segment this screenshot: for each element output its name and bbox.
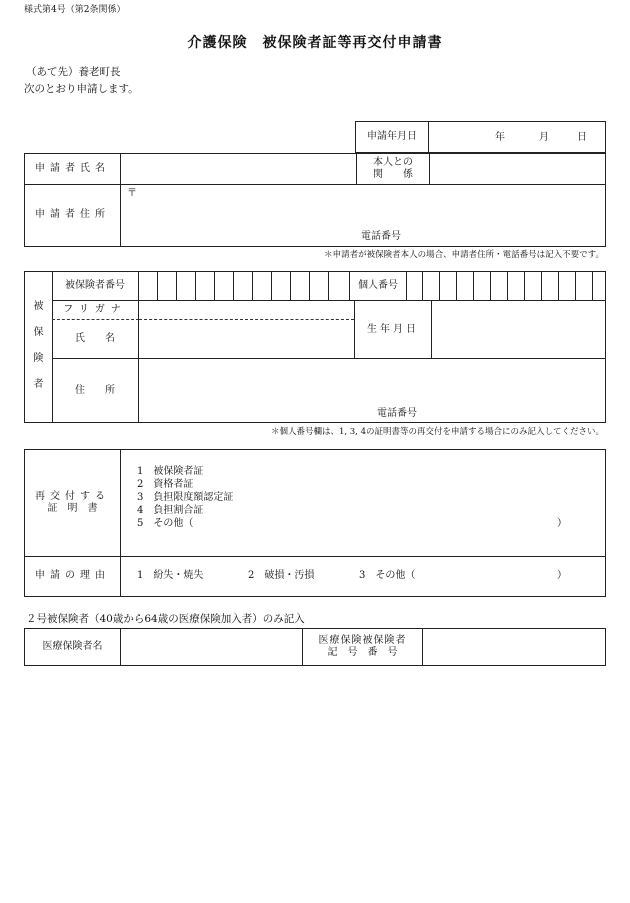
relation-label-line1: 本人との xyxy=(373,156,413,168)
digit-divider xyxy=(507,272,508,300)
applicant-name-field[interactable] xyxy=(121,154,357,185)
intro-text: 次のとおり申請します。 xyxy=(24,83,139,95)
digit-divider xyxy=(456,272,457,300)
application-date-field[interactable] xyxy=(429,122,606,153)
insured-number-boxes[interactable] xyxy=(139,272,329,300)
applicant-table xyxy=(24,153,606,247)
no2-table xyxy=(24,628,606,666)
digit-divider xyxy=(309,272,310,300)
reissue-other-close: ） xyxy=(557,518,567,529)
insurance-symbol-field[interactable] xyxy=(423,629,606,666)
reissue-label xyxy=(25,450,121,557)
reason-option[interactable]: 2 破損・汚損 xyxy=(248,570,315,581)
applicant-note: ＊申請者が被保険者本人の場合、申請者住所・電話番号は記入不要です。 xyxy=(324,250,604,260)
reissue-label-line1: 再交付する xyxy=(35,490,110,502)
reissue-item[interactable]: 1 被保険者証 xyxy=(137,466,204,477)
digit-divider xyxy=(271,272,272,300)
digit-divider xyxy=(439,272,440,300)
reissue-table xyxy=(24,449,606,597)
digit-divider xyxy=(575,272,576,300)
year-label: 年 xyxy=(495,132,505,143)
digit-divider xyxy=(422,272,423,300)
insurer-name-label: 医療保険者名 xyxy=(25,629,121,666)
application-date-label: 申請年月日 xyxy=(356,122,429,153)
birth-date-label: 生年月日 xyxy=(354,301,432,358)
insured-side-char: 者 xyxy=(33,379,44,390)
relation-label-line2: 関 係 xyxy=(373,169,413,180)
applicant-phone-label: 電話番号 xyxy=(361,231,401,242)
insured-side-char: 被 xyxy=(33,301,44,312)
reissue-items xyxy=(121,450,606,557)
insurance-symbol-label-line1: 医療保険被保険者 xyxy=(318,634,407,646)
postal-mark: 〒 xyxy=(127,188,137,199)
reason-label: 申請の理由 xyxy=(25,557,121,597)
digit-divider xyxy=(592,272,593,300)
furigana-label: フリガナ xyxy=(52,301,139,320)
digit-divider xyxy=(473,272,474,300)
reissue-item[interactable]: 5 その他（ xyxy=(137,518,194,529)
insured-address-row xyxy=(52,359,605,422)
relation-field[interactable] xyxy=(430,154,606,185)
digit-divider xyxy=(290,272,291,300)
insured-name-row xyxy=(52,301,605,359)
digit-divider xyxy=(252,272,253,300)
page-title: 介護保険 被保険者証等再交付申請書 xyxy=(187,35,443,51)
addressee: （あて先）養老町長 xyxy=(26,66,121,78)
insurance-symbol-label-line2: 記 号 番 号 xyxy=(327,647,398,658)
digit-divider xyxy=(541,272,542,300)
digit-divider xyxy=(233,272,234,300)
personal-number-boxes[interactable] xyxy=(406,272,605,300)
birth-date-field[interactable] xyxy=(431,301,605,358)
reissue-label-line2: 証 明 書 xyxy=(47,503,98,514)
digit-divider xyxy=(214,272,215,300)
applicant-address-field[interactable] xyxy=(121,185,606,247)
reason-option[interactable]: 3 その他（ xyxy=(359,570,416,581)
digit-divider xyxy=(490,272,491,300)
digit-divider xyxy=(157,272,158,300)
reason-other-close: ） xyxy=(557,570,567,581)
insured-address-label: 住 所 xyxy=(52,359,139,422)
no2-heading: ２号被保険者（40歳から64歳の医療保険加入者）のみ記入 xyxy=(26,613,305,625)
insured-side-char: 保 xyxy=(33,327,44,338)
digit-divider xyxy=(176,272,177,300)
digit-divider xyxy=(195,272,196,300)
digit-divider xyxy=(328,272,329,300)
digit-divider xyxy=(558,272,559,300)
insured-note: ＊個人番号欄は、1, 3, 4の証明書等の再交付を申請する場合にのみ記入してください。 xyxy=(270,427,604,437)
insured-number-row xyxy=(52,272,605,301)
personal-number-label: 個人番号 xyxy=(349,272,407,300)
digit-divider xyxy=(524,272,525,300)
insurance-symbol-label xyxy=(303,629,423,666)
insured-name-label: 氏 名 xyxy=(52,320,139,358)
day-label: 日 xyxy=(577,132,587,143)
insured-table xyxy=(24,271,606,423)
applicant-name-label: 申請者氏名 xyxy=(25,154,121,185)
insured-name-field[interactable] xyxy=(139,320,354,358)
insured-side-label xyxy=(25,272,53,422)
reissue-item[interactable]: 4 負担割合証 xyxy=(137,505,204,516)
insured-number-label: 被保険者番号 xyxy=(52,272,139,300)
form-number: 様式第4号（第2条関係） xyxy=(24,5,126,15)
reissue-item[interactable]: 3 負担限度額認定証 xyxy=(137,492,234,503)
insured-phone-label: 電話番号 xyxy=(377,408,417,419)
reason-option[interactable]: 1 紛失・焼失 xyxy=(137,570,204,581)
relation-label xyxy=(357,154,430,185)
month-label: 月 xyxy=(539,132,549,143)
insured-side-char: 険 xyxy=(33,353,44,364)
applicant-address-label: 申請者住所 xyxy=(25,185,121,247)
reason-options xyxy=(121,557,606,597)
furigana-field[interactable] xyxy=(139,301,354,320)
reissue-item[interactable]: 2 資格者証 xyxy=(137,479,194,490)
insured-address-field[interactable] xyxy=(139,359,605,422)
application-date-table xyxy=(355,121,606,153)
insurer-name-field[interactable] xyxy=(121,629,303,666)
